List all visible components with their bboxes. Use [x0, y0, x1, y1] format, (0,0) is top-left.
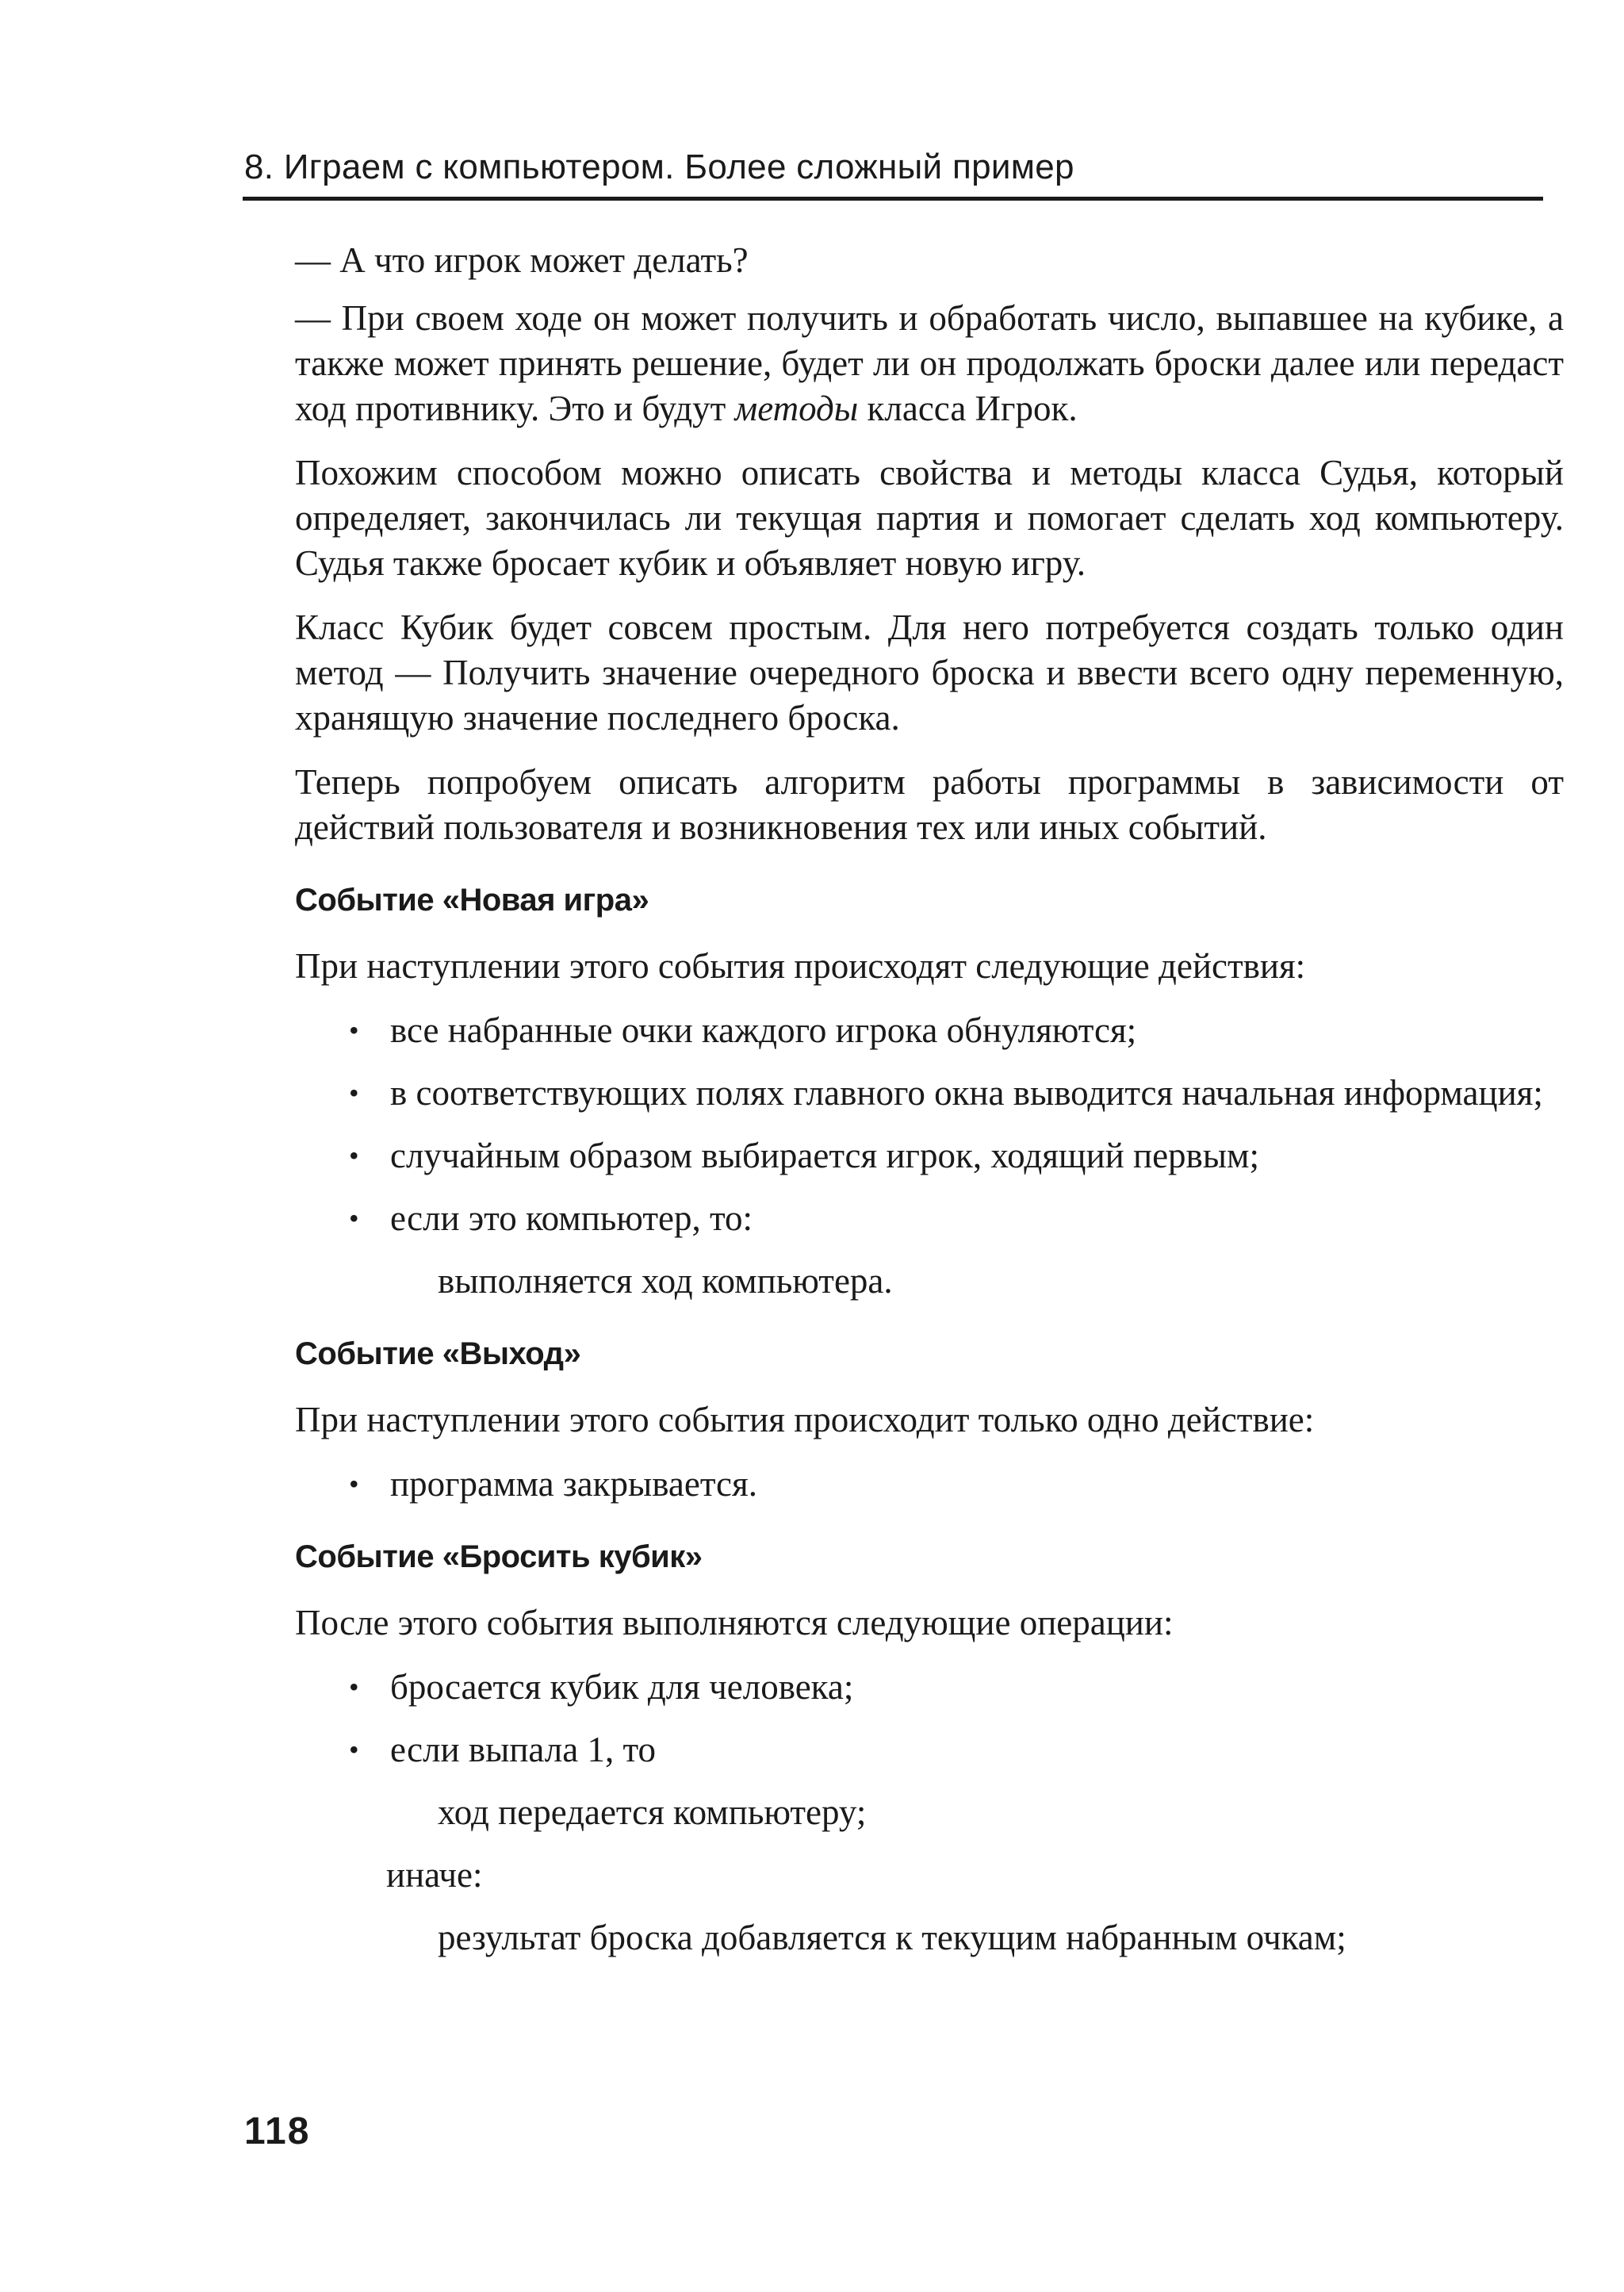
bullet-icon: • [349, 1734, 359, 1765]
new-game-actions-list [295, 1008, 1564, 1241]
new-game-intro: При наступлении этого события происходят следующие действия: [295, 946, 1306, 986]
bullet-icon: • [349, 1014, 359, 1046]
list-item-text: если это компьютер, то: [390, 1198, 753, 1238]
dialog-answer [295, 296, 1564, 431]
list-item [295, 1196, 1564, 1241]
exit-actions-list [295, 1462, 1564, 1507]
bullet-icon: • [349, 1077, 359, 1109]
list-item-text: программа закрывается. [390, 1464, 757, 1504]
dialog-answer-text: — При своем ходе он может получить и обработать число, выпавшее на кубике, а также может принять решение, будет ли он продолжать броски далее или передаст ход противнику. Это и будут [295, 298, 1564, 428]
computer-move-line: выполняется ход компьютера. [438, 1261, 893, 1301]
exit-intro: При наступлении этого события происходит только одно действие: [295, 1400, 1315, 1439]
bullet-icon: • [349, 1202, 359, 1234]
list-item-text: все набранные очки каждого игрока обнуляются; [390, 1010, 1137, 1050]
list-item [295, 1665, 1564, 1710]
heading-new-game-event: Событие «Новая игра» [295, 883, 649, 918]
dialog-answer-tail: класса Игрок. [858, 389, 1078, 428]
paragraph-algorithm-intro: Теперь попробуем описать алгоритм работы программы в зависимости от действий пользователя и возникновения тех или иных событий. [295, 762, 1564, 847]
bullet-icon: • [349, 1140, 359, 1171]
running-head-title: 8. Играем с компьютером. Более сложный пример [244, 148, 1074, 186]
list-item-text: если выпала 1, то [390, 1730, 657, 1769]
list-item [295, 1133, 1564, 1179]
paragraph-dice-class: Класс Кубик будет совсем простым. Для него потребуется создать только один метод — Получить значение очередного броска и ввести всего одну переменную, хранящую значение последнего броска. [295, 607, 1564, 738]
roll-dice-actions-list [295, 1665, 1564, 1773]
roll-dice-intro: После этого события выполняются следующие операции: [295, 1603, 1174, 1642]
list-item [295, 1071, 1564, 1116]
page-number: 118 [244, 2110, 311, 2152]
bullet-icon: • [349, 1671, 359, 1703]
heading-roll-dice-event: Событие «Бросить кубик» [295, 1539, 703, 1574]
else-line: иначе: [386, 1855, 483, 1895]
list-item-text: в соответствующих полях главного окна выводится начальная информация; [390, 1073, 1543, 1113]
list-item [295, 1462, 1564, 1507]
list-item [295, 1727, 1564, 1773]
add-score-line: результат броска добавляется к текущим набранным очкам; [438, 1918, 1346, 1957]
dialog-question: — А что игрок может делать? [295, 240, 749, 280]
bullet-icon: • [349, 1468, 359, 1500]
pass-turn-line: ход передается компьютеру; [438, 1792, 867, 1832]
emphasis-methods: методы [734, 389, 859, 428]
header-rule [243, 197, 1543, 201]
list-item-text: случайным образом выбирается игрок, ходящий первым; [390, 1136, 1260, 1175]
list-item-text: бросается кубик для человека; [390, 1667, 854, 1707]
list-item [295, 1008, 1564, 1053]
heading-exit-event: Событие «Выход» [295, 1336, 581, 1371]
paragraph-judge-class: Похожим способом можно описать свойства и методы класса Судья, который определяет, закончилась ли текущая партия и помогает сделать ход компьютеру. Судья также бросает кубик и объявляет новую игру. [295, 453, 1564, 583]
page-body [295, 238, 1564, 1978]
